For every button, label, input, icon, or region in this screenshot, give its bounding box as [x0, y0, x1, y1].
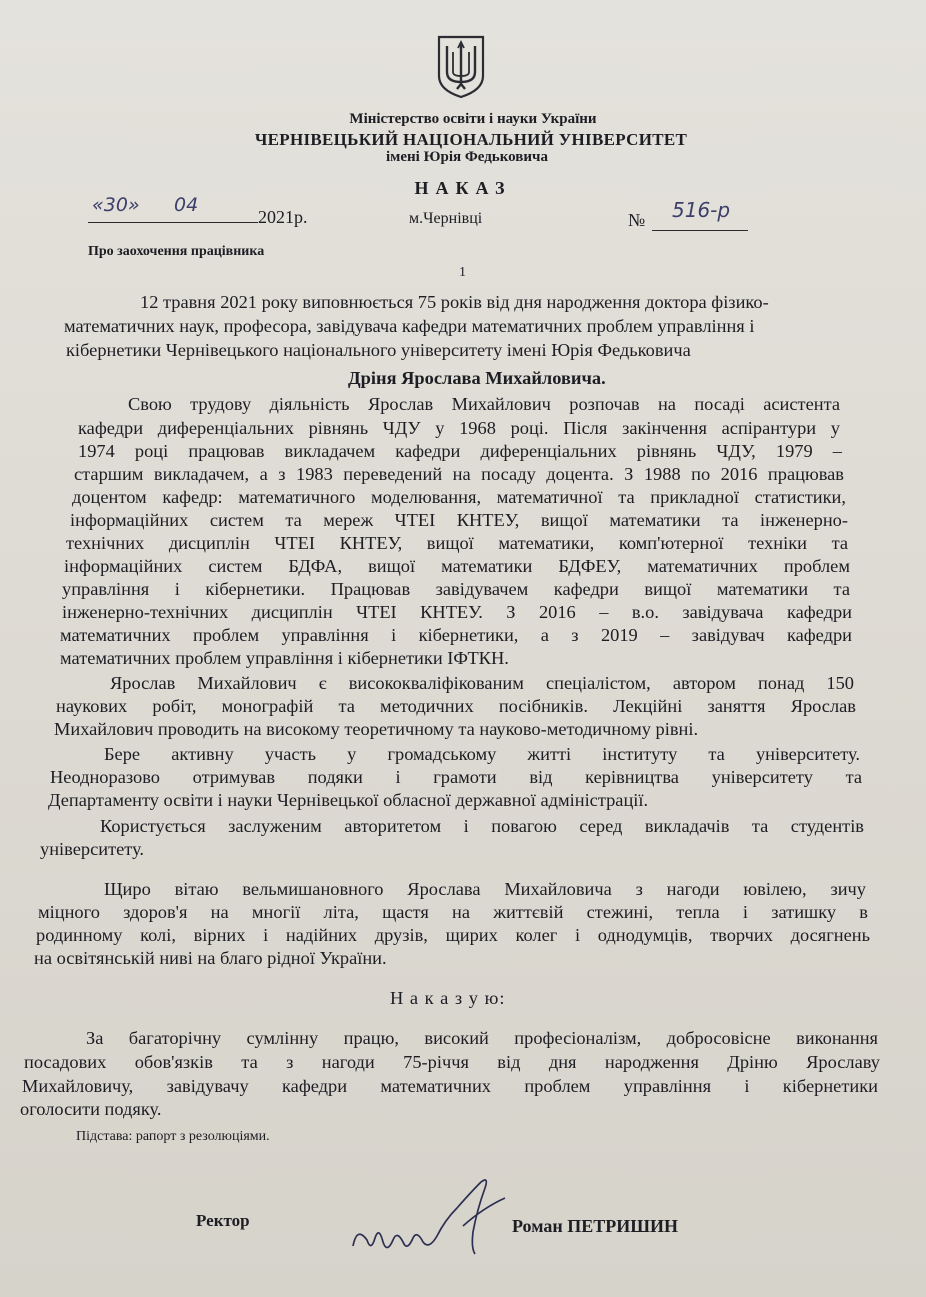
- order-word: Н а к а з у ю:: [390, 988, 506, 1008]
- body-line: міцного здоров'я на многії літа, щастя на життєвій стежині, тепла і затишку в: [38, 902, 868, 922]
- body-line: Користується заслуженим авторитетом і повагою серед викладачів та студентів: [100, 816, 864, 836]
- basis-note: Підстава: рапорт з резолюціями.: [76, 1129, 270, 1144]
- body-line: математичних проблем управління і кібернетики, а з 2019 – завідувач кафедри: [60, 625, 852, 645]
- body-line: Михайловичу, завідувачу кафедри математичних проблем управління і кібернетики: [22, 1076, 878, 1096]
- body-line: інформаційних систем БДФА, вищої математики БДФЕУ, математичних проблем: [64, 556, 850, 576]
- university-named-after: імені Юрія Федьковича: [385, 149, 548, 165]
- university-name: ЧЕРНІВЕЦЬКИЙ НАЦІОНАЛЬНИЙ УНІВЕРСИТЕТ: [254, 130, 688, 149]
- body-line: Щиро вітаю вельмишановного Ярослава Михайловича з нагоди ювілею, зичу: [104, 879, 866, 899]
- body-line: доцентом кафедр: математичного моделювання, математичної та прикладної статистики,: [72, 487, 846, 507]
- page-mark: 1: [459, 265, 466, 280]
- handwritten-signature: [345, 1168, 515, 1268]
- body-line: Ярослав Михайлович є висококваліфікованим спеціалістом, автором понад 150: [110, 673, 854, 693]
- body-line: родинному колі, вірних і надійних друзів, щирих колег і однодумців, творчих досягнень: [36, 925, 870, 945]
- date-year: 2021р.: [258, 207, 308, 227]
- body-line: Неодноразово отримував подяки і грамоти від керівництва університету та: [50, 767, 862, 787]
- body-line: кафедри диференціальних рівнянь ЧДУ у 1968 році. Після закінчення аспірантури у: [78, 418, 840, 438]
- trident-emblem-icon: [436, 34, 486, 100]
- body-line: математичних наук, професора, завідувача кафедри математичних проблем управління і: [64, 316, 755, 336]
- body-line: Бере активну участь у громадському житті інституту та університету.: [104, 744, 860, 764]
- ministry-name: Міністерство освіти і науки України: [349, 111, 597, 127]
- body-line: старшим викладачем, а з 1983 переведений на посаду доцента. З 1988 по 2016 працював: [74, 464, 844, 484]
- document-type: НАКАЗ: [414, 178, 512, 198]
- body-line: університету.: [40, 839, 145, 859]
- body-line: технічних дисциплін ЧТЕІ КНТЕУ, вищої математики, комп'ютерної техніки та: [66, 533, 848, 553]
- body-line: кібернетики Чернівецького національного університету імені Юрія Федьковича: [66, 340, 691, 360]
- body-line: управління і кібернетики. Працював завідувачем кафедри вищої математики та: [62, 579, 850, 599]
- body-line: інформаційних систем та мереж ЧТЕІ КНТЕУ, вищої математики та інженерно-: [70, 510, 848, 530]
- city: м.Чернівці: [409, 210, 483, 227]
- order-number-handwritten: 516-р: [672, 198, 731, 222]
- body-line: оголосити подяку.: [20, 1099, 162, 1119]
- body-line: наукових робіт, монографій та методичних посібників. Лекційні заняття Ярослав: [56, 696, 856, 716]
- honoree-name: Дріня Ярослава Михайловича.: [348, 368, 606, 388]
- body-line: 12 травня 2021 року виповнюється 75 років від дня народження доктора фізико-: [140, 292, 769, 312]
- body-line: математичних проблем управління і кібернетики ІФТКН.: [60, 648, 509, 668]
- order-subject: Про заохочення працівника: [88, 244, 265, 259]
- body-line: 1974 році працював викладачем кафедри диференціальних рівнянь ЧДУ, 1979 –: [78, 441, 842, 461]
- body-line: Михайлович проводить на високому теоретичному та науково-методичному рівні.: [54, 719, 699, 739]
- signatory-name: Роман ПЕТРИШИН: [512, 1216, 678, 1236]
- body-line: на освітянській ниві на благо рідної України.: [34, 948, 387, 968]
- date-month-handwritten: 04: [174, 194, 199, 216]
- signatory-title: Ректор: [196, 1211, 250, 1230]
- body-line: інженерно-технічних дисциплін ЧТЕІ КНТЕУ. З 2016 – в.о. завідувача кафедри: [62, 602, 852, 622]
- date-day-handwritten: «30»: [92, 194, 140, 216]
- body-line: Департаменту освіти і науки Чернівецької обласної державної адміністрації.: [48, 790, 649, 810]
- body-line: посадових обов'язків та з нагоди 75-річчя від дня народження Дріню Ярославу: [24, 1052, 880, 1072]
- number-sign: №: [628, 210, 646, 230]
- body-line: Свою трудову діяльність Ярослав Михайлович розпочав на посаді асистента: [128, 394, 840, 414]
- body-line: За багаторічну сумлінну працю, високий професіоналізм, добросовісне виконання: [86, 1028, 878, 1048]
